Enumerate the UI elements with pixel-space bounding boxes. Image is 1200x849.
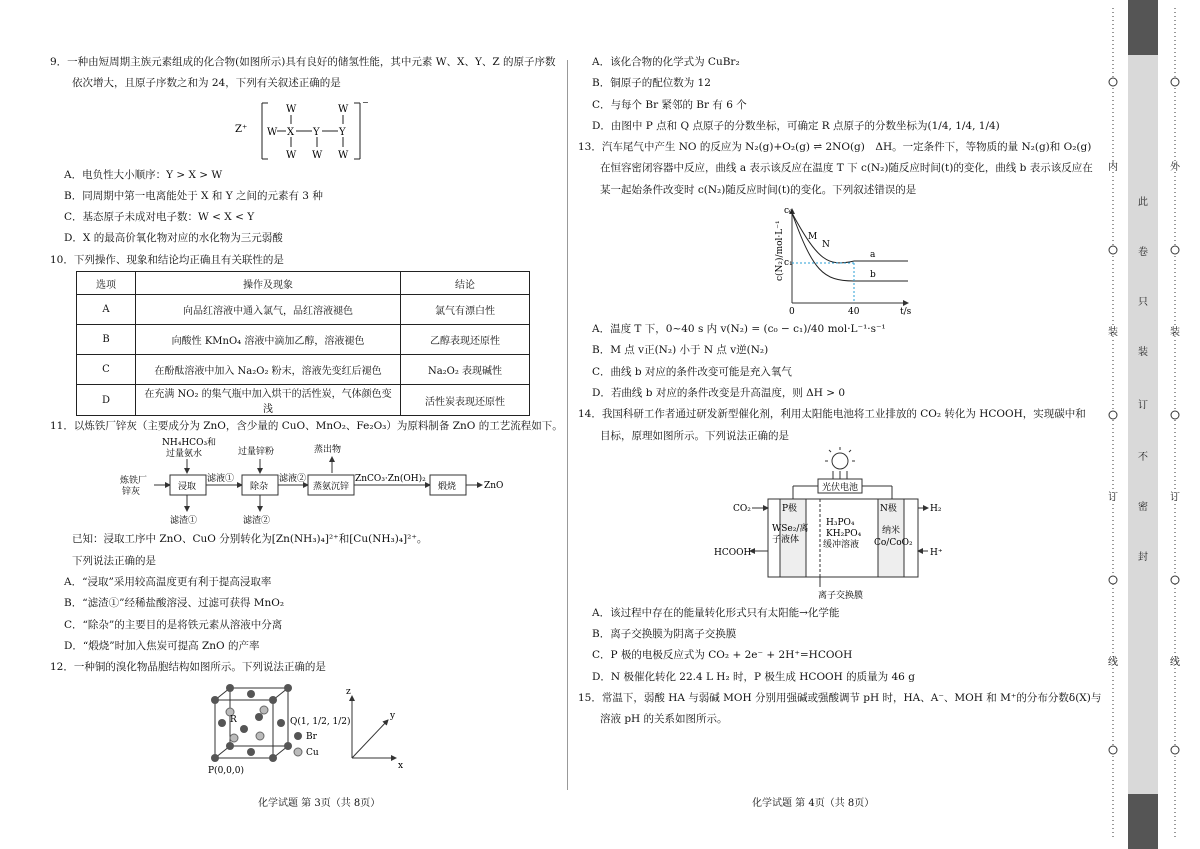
flow-filt1: 滤液①: [207, 474, 235, 485]
q13-option-a: A．温度 T 下，0~40 s 内 v(N₂) = (c₀ − c₁)/40 mol·L⁻¹·s⁻¹: [592, 323, 886, 336]
q12-option-a: A．该化合物的化学式为 CuBr₂: [592, 56, 740, 68]
struct-w-bot3: W: [338, 149, 349, 161]
chart-n: N: [822, 240, 830, 251]
table-header: 结论: [401, 272, 530, 295]
outer-label-1: 外: [1170, 162, 1180, 173]
q12-option-d: D．由图中 P 点和 Q 点原子的分数坐标，可确定 R 点原子的分数坐标为(1/4, 1/4, 1/4): [592, 119, 1000, 132]
notice-char: 密: [1138, 502, 1148, 513]
outer-label-4: 线: [1170, 657, 1180, 668]
wse-label2: 子液体: [772, 534, 800, 545]
sun-icon: [832, 453, 848, 469]
flow-step3: 蒸氨沉锌: [313, 482, 350, 493]
page-divider: [567, 60, 568, 790]
notice-char: 封: [1138, 552, 1148, 563]
table-row: [77, 355, 530, 385]
flow-step2: 除杂: [250, 482, 269, 493]
legend-br: Br: [306, 732, 317, 743]
table-cell: C: [77, 355, 136, 385]
nano-label1: 纳米: [882, 525, 901, 536]
footer-right: 化学试题 第 4页（共 8页）: [752, 798, 875, 809]
p-pole: P极: [782, 503, 798, 514]
notice-char: 订: [1138, 400, 1148, 411]
q10-stem: 10．下列操作、现象和结论均正确且有关联性的是: [50, 253, 284, 266]
flow-steam: 蒸出物: [314, 445, 342, 456]
chart-c1: c₁: [784, 258, 793, 269]
co2-label: CO₂: [733, 503, 751, 514]
n-pole: N极: [880, 503, 897, 514]
legend-cu: Cu: [306, 748, 319, 759]
struct-x: X: [287, 126, 295, 138]
inner-label-4: 线: [1108, 657, 1118, 668]
chart-b: b: [870, 270, 876, 281]
svg-text:−: −: [362, 97, 369, 107]
table-cell: 乙醇表现还原性: [401, 325, 530, 355]
q9-option-d: D．X 的最高价氧化物对应的水化物为三元弱酸: [64, 232, 283, 245]
q11-option-d: D．“煅烧”时加入焦炭可提高 ZnO 的产率: [64, 639, 260, 652]
q9-option-a: A．电负性大小顺序：Y > X > W: [64, 168, 223, 181]
q15-stem-line1: 15．常温下，弱酸 HA 与弱碱 MOH 分别用强碱或强酸调节 pH 时，HA、A⁻、MOH 和 M⁺的分布分数δ(X)与: [578, 692, 1102, 705]
q14-option-b: B．离子交换膜为阴离子交换膜: [592, 628, 737, 641]
h2-label: H₂: [930, 503, 942, 514]
right-column: [578, 52, 1102, 731]
axis-y: y: [390, 711, 396, 722]
crystal-p-label: P(0,0,0): [208, 766, 244, 777]
axis-x: x: [398, 761, 404, 772]
flow-product: ZnO: [484, 481, 504, 492]
table-cell: 活性炭表现还原性: [401, 385, 530, 416]
struct-y2: Y: [339, 126, 346, 138]
struct-w-top2: W: [338, 103, 349, 115]
q9-option-c: C．基态原子未成对电子数：W < X < Y: [64, 211, 255, 224]
axis-z: z: [346, 687, 351, 698]
table-cell: A: [77, 295, 136, 325]
flow-start1: 炼铁厂: [120, 476, 148, 487]
q11-option-b: B．“滤渣①”经稀盐酸溶浸、过滤可获得 MnO₂: [64, 597, 285, 610]
q14-option-c: C．P 极的电极反应式为 CO₂ + 2e⁻ + 2H⁺=HCOOH: [592, 649, 853, 662]
q14-electrolysis-figure: [578, 447, 1078, 603]
struct-z: Z⁺: [235, 123, 248, 135]
legend-cu-dot: [294, 748, 302, 756]
q11-option-c: C．“除杂”的主要目的是将铁元素从溶液中分离: [64, 618, 283, 631]
chart-x40: 40: [848, 307, 860, 318]
flow-mid: ZnCO₃·Zn(OH)₂: [355, 474, 426, 485]
q11-stem: 11．以炼铁厂锌灰（主要成分为 ZnO，含少量的 CuO、MnO₂、Fe₂O₃）为原料制备 ZnO 的工艺流程如下。: [50, 420, 563, 433]
table-row: [77, 385, 530, 416]
hplus-label: H⁺: [930, 547, 943, 558]
q13-stem-line3: 某一起始条件改变时 c(N₂)随反应时间(t)的变化。下列叙述错误的是: [600, 183, 917, 196]
struct-w-top1: W: [286, 103, 297, 115]
chart-xunit: t/s: [900, 307, 912, 318]
q13-option-c: C．曲线 b 对应的条件改变可能是充入氧气: [592, 365, 792, 378]
buffer-label2: KH₂PO₄: [826, 528, 862, 539]
membrane-label: 离子交换膜: [818, 590, 864, 601]
q9-stem-line1: 9．一种由短周期主族元素组成的化合物(如图所示)具有良好的储氢性能，其中元素 W、X、Y、Z 的原子序数: [50, 56, 556, 68]
table-cell: 向品红溶液中通入氯气，品红溶液褪色: [136, 295, 401, 325]
q10-table: [76, 271, 530, 416]
flow-res1: 滤渣①: [170, 516, 198, 527]
chart-x0: 0: [789, 307, 795, 318]
flow-reagent2: 过量锌粉: [238, 447, 275, 458]
notice-char: 卷: [1138, 247, 1148, 258]
buffer-label3: 缓冲溶液: [823, 539, 860, 550]
table-cell: 向酸性 KMnO₄ 溶液中滴加乙醇，溶液褪色: [136, 325, 401, 355]
q11-ask: 下列说法正确的是: [72, 554, 156, 567]
table-header: 操作及现象: [136, 272, 401, 295]
table-row: [77, 295, 530, 325]
chart-c0: c₀: [784, 206, 793, 217]
table-cell: B: [77, 325, 136, 355]
flow-reagent1a: NH₄HCO₃和: [162, 438, 217, 449]
struct-w-left: W: [267, 126, 278, 138]
flow-reagent1b: 过量氨水: [166, 449, 203, 460]
q13-option-b: B．M 点 v正(N₂) 小于 N 点 v逆(N₂): [592, 344, 769, 357]
q13-chart: [578, 201, 1078, 319]
crystal-q-label: Q(1, 1/2, 1/2): [290, 717, 351, 728]
notice-char: 只: [1138, 297, 1148, 308]
legend-br-dot: [294, 732, 302, 740]
flow-start2: 锌灰: [122, 487, 141, 498]
q9-structure-figure: [50, 95, 562, 165]
inner-label-3: 订: [1108, 492, 1118, 503]
q13-stem-line1: 13．汽车尾气中产生 NO 的反应为 N₂(g)+O₂(g) ⇌ 2NO(g) ΔH。一定条件下，等物质的量 N₂(g)和 O₂(g): [578, 141, 1092, 154]
binding-strip: [1085, 0, 1200, 849]
struct-y1: Y: [313, 126, 320, 138]
q12-crystal-figure: [50, 678, 562, 778]
q12-option-c: C．与每个 Br 紧邻的 Br 有 6 个: [592, 98, 747, 111]
wse-label1: WSe₂/离: [772, 523, 809, 534]
table-cell: Na₂O₂ 表现碱性: [401, 355, 530, 385]
nano-label2: Co/CoO₂: [874, 537, 913, 548]
struct-w-bot1: W: [286, 149, 297, 161]
table-cell: 在酚酞溶液中加入 Na₂O₂ 粉末，溶液先变红后褪色: [136, 355, 401, 385]
table-cell: 在充满 NO₂ 的集气瓶中加入烘干的活性炭，气体颜色变浅: [136, 385, 401, 416]
q14-option-a: A．该过程中存在的能量转化形式只有太阳能→化学能: [592, 606, 840, 619]
q9-stem-line2: 依次增大，且原子序数之和为 24，下列有关叙述正确的是: [72, 77, 341, 90]
table-cell: D: [77, 385, 136, 416]
chart-ylabel: c(N₂)/mol·L⁻¹: [775, 220, 785, 282]
q9-option-b: B．同周期中第一电离能处于 X 和 Y 之间的元素有 3 种: [64, 189, 323, 202]
q11-note: 已知：浸取工序中 ZnO、CuO 分别转化为[Zn(NH₃)₄]²⁺和[Cu(NH₃)₄]²⁺。: [72, 533, 428, 546]
inner-label-1: 内: [1108, 162, 1118, 173]
flow-filt2: 滤液②: [279, 474, 307, 485]
flow-res2: 滤渣②: [243, 516, 271, 527]
q13-stem-line2: 在恒容密闭容器中反应，曲线 a 表示该反应在温度 T 下 c(N₂)随反应时间(t)的变化，曲线 b 表示该反应在: [600, 162, 1093, 175]
buffer-label1: H₃PO₄: [826, 517, 855, 528]
struct-w-bot2: W: [312, 149, 323, 161]
table-cell: 氯气有漂白性: [401, 295, 530, 325]
inner-label-2: 装: [1108, 327, 1118, 338]
q14-stem-line2: 目标，原理如图所示。下列说法正确的是: [600, 429, 789, 442]
q13-option-d: D．若曲线 b 对应的条件改变是升高温度，则 ΔH > 0: [592, 386, 846, 399]
table-header: 选项: [77, 272, 136, 295]
q11-flow-diagram: [50, 437, 562, 529]
crystal-r-label: R: [230, 715, 237, 726]
table-row: [77, 325, 530, 355]
flow-step4: 煅烧: [438, 482, 457, 493]
q11-option-a: A．“浸取”采用较高温度更有利于提高浸取率: [64, 575, 272, 588]
notice-char: 装: [1138, 347, 1148, 358]
notice-char: 此: [1138, 197, 1148, 208]
q12-option-b: B．铜原子的配位数为 12: [592, 77, 711, 90]
left-column: [50, 52, 562, 778]
outer-label-2: 装: [1170, 327, 1180, 338]
outer-label-3: 订: [1170, 492, 1180, 503]
flow-step1: 浸取: [178, 482, 197, 493]
chart-m: M: [808, 232, 818, 243]
notice-char: 不: [1138, 452, 1148, 463]
q12-stem: 12．一种铜的溴化物晶胞结构如图所示。下列说法正确的是: [50, 661, 326, 674]
footer-left: 化学试题 第 3页（共 8页）: [258, 798, 381, 809]
solar-cell-label: 光伏电池: [822, 482, 859, 493]
hcooh-label: HCOOH: [714, 547, 752, 558]
chart-a: a: [870, 250, 876, 261]
binding-gray-bar: [1128, 0, 1158, 849]
q15-stem-line2: 溶液 pH 的关系如图所示。: [600, 713, 728, 726]
q14-option-d: D．N 极催化转化 22.4 L H₂ 时，P 极生成 HCOOH 的质量为 46 g: [592, 670, 915, 683]
q14-stem-line1: 14．我国科研工作者通过研发新型催化剂，利用太阳能电池将工业排放的 CO₂ 转化为 HCOOH，实现碳中和: [578, 408, 1086, 421]
table-header-row: [77, 272, 530, 295]
